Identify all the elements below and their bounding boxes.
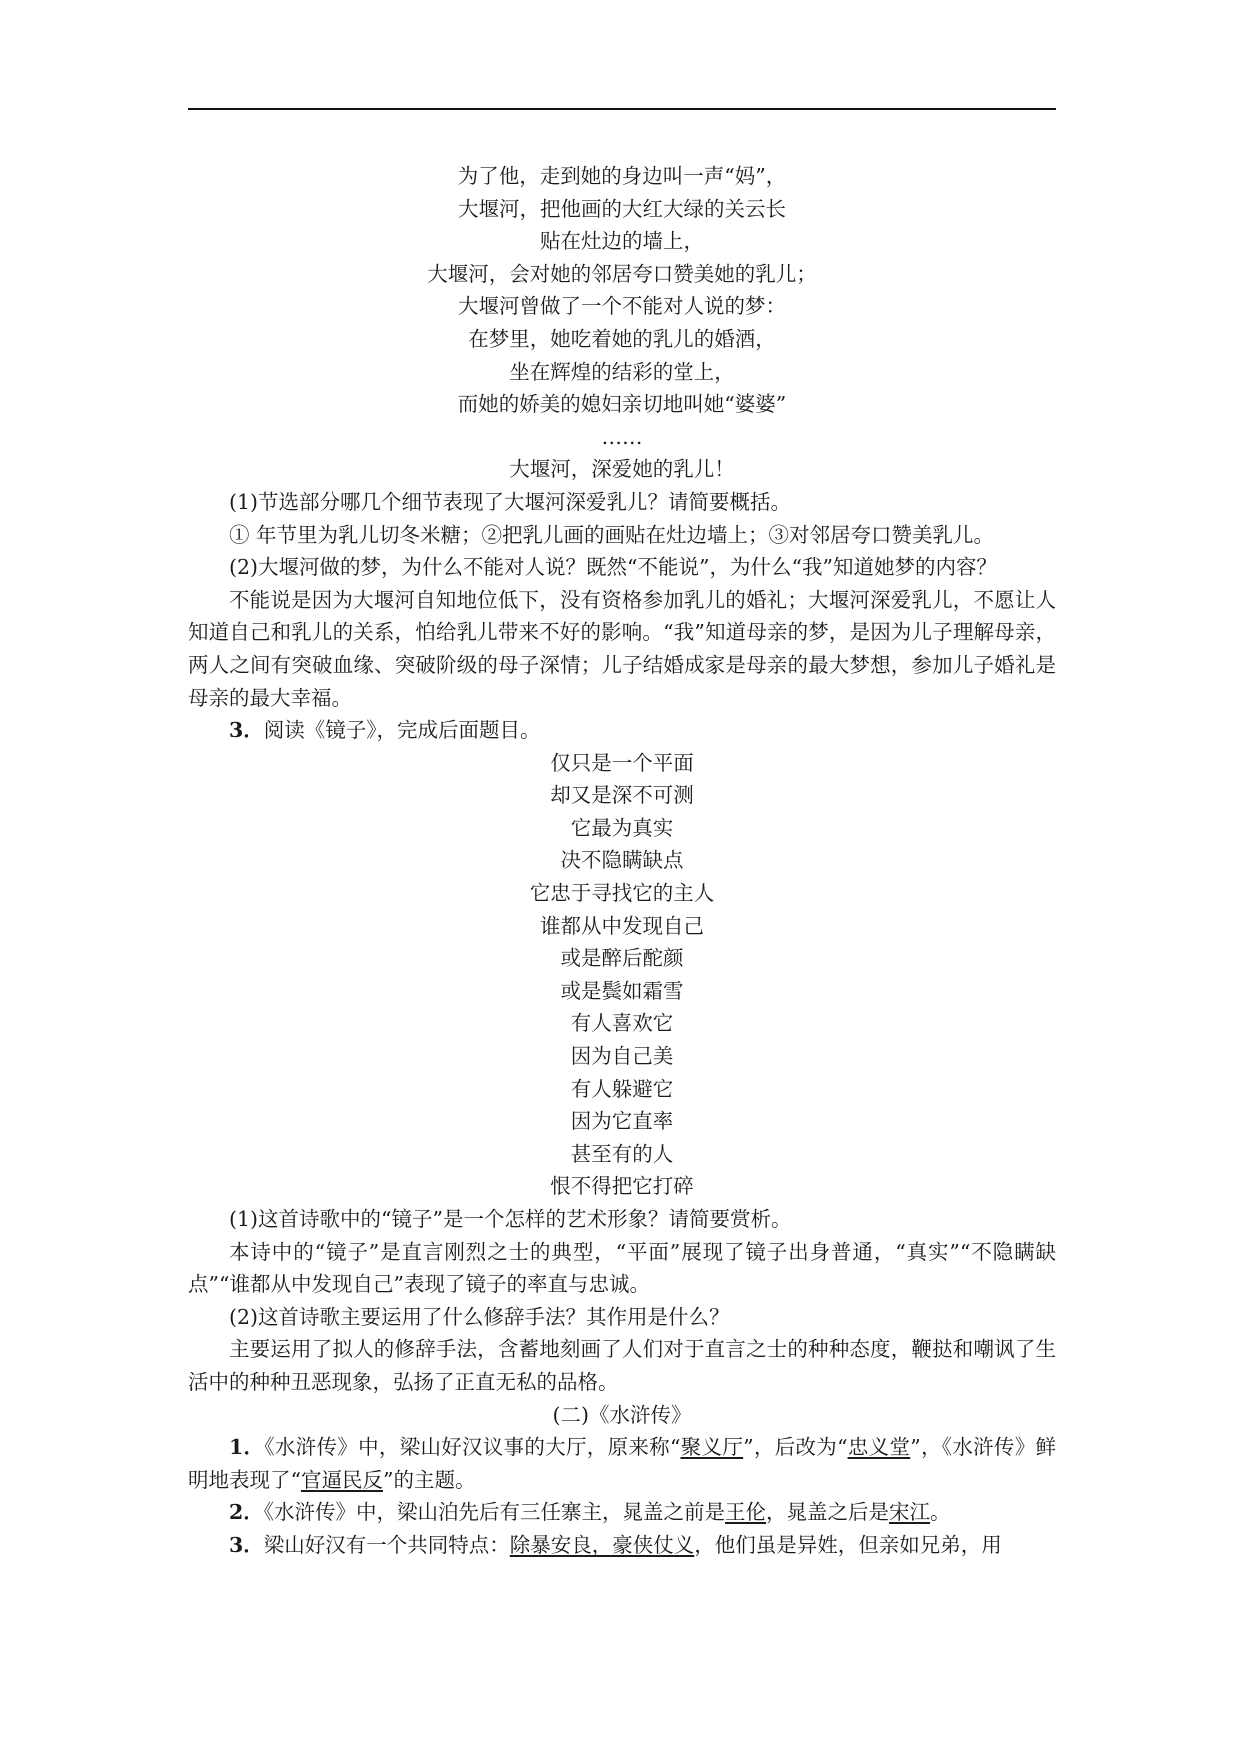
document-page: [188, 160, 1056, 1562]
answer-4: 主要运用了拟人的修辞手法，含蓄地刻画了人们对于直言之士的种种态度，鞭挞和嘲讽了生活中的种种丑恶现象，弘扬了正直无私的品格。: [188, 1337, 1056, 1394]
poem-line: 大堰河，会对她的邻居夸口赞美她的乳儿；: [427, 261, 817, 286]
item-text: ，他们虽是异姓，但亲如兄弟，用: [694, 1532, 1002, 1557]
answer-1: ① 年节里为乳儿切冬米糖；②把乳儿画的画贴在灶边墙上；③对邻居夸口赞美乳儿。: [229, 522, 995, 547]
blank-answer: 王伦: [725, 1500, 767, 1525]
poem-line: 在梦里，她吃着她的乳儿的婚酒，: [468, 326, 776, 351]
blank-answer: 官逼民反: [300, 1467, 383, 1492]
item-number: 1．: [229, 1435, 265, 1460]
blank-answer: 忠义堂: [847, 1435, 911, 1460]
item-text: 梁山好汉有一个共同特点：: [263, 1532, 510, 1557]
poem-line: 因为自己美: [570, 1044, 674, 1069]
poem-line: 大堰河曾做了一个不能对人说的梦：: [458, 294, 786, 319]
poem-line: 或是醉后酡颜: [560, 946, 684, 971]
answer-3: 本诗中的“镜子”是直言刚烈之士的典型，“平面”展现了镜子出身普通，“真实”“不隐瞒缺点”“谁都从中发现自己”表现了镜子的率直与忠诚。: [188, 1239, 1056, 1297]
item-text: 阅读《镜子》，完成后面题目。: [263, 718, 541, 743]
item-text: 。: [930, 1500, 951, 1525]
answer-2: 不能说是因为大堰河自知地位低下，没有资格参加乳儿的婚礼；大堰河深爱乳儿，不愿让人知道自己和乳儿的关系，怕给乳儿带来不好的影响。“我”知道母亲的梦，是因为儿子理解母亲，两人之间有突破血缘、突破阶级的母子深情；儿子结婚成家是母亲的最大梦想，参加儿子婚礼是母亲的最大幸福。: [188, 587, 1056, 710]
item-text: ”的主题。: [382, 1467, 476, 1492]
item-text: ”，后改为“: [743, 1435, 848, 1460]
poem-line: 决不隐瞒缺点: [560, 848, 684, 873]
question-3: (1)这首诗歌中的“镜子”是一个怎样的艺术形象？请简要赏析。: [229, 1207, 792, 1231]
question-2: (2)大堰河做的梦，为什么不能对人说？既然“不能说”，为什么“我”知道她梦的内容？: [229, 555, 997, 580]
question-4: (2)这首诗歌主要运用了什么修辞手法？其作用是什么？: [229, 1304, 730, 1329]
header-rule: [188, 108, 1056, 110]
section-heading: (二)《水浒传》: [552, 1402, 692, 1427]
poem-line: 却又是深不可测: [550, 783, 694, 808]
blank-answer: 除暴安良，豪侠仗义: [509, 1532, 695, 1557]
poem-mirror: [188, 747, 1056, 1203]
poem-line: 而她的娇美的媳妇亲切地叫她“婆婆”: [457, 392, 787, 417]
poem-ellipsis: ……: [601, 424, 643, 449]
shuihu-item-2: [188, 1496, 1056, 1529]
poem-line: 贴在灶边的墙上，: [540, 229, 704, 254]
item-text: 《水浒传》中，梁山好汉议事的大厅，原来称“: [264, 1435, 681, 1460]
item-number: 3．: [229, 718, 264, 743]
poem-line: 仅只是一个平面: [550, 750, 694, 775]
item-3: [188, 714, 1056, 747]
poem-line: 恨不得把它打碎: [550, 1174, 694, 1199]
poem-line: 甚至有的人: [570, 1141, 674, 1166]
poem-line: 大堰河，把他画的大红大绿的关云长: [458, 196, 786, 221]
shuihu-item-3: [188, 1529, 1056, 1562]
item-text: 《水浒传》中，梁山泊先后有三任寨主，晁盖之前是: [263, 1500, 726, 1525]
poem-line: 它最为真实: [570, 815, 674, 840]
poem-line: 坐在辉煌的结彩的堂上，: [509, 359, 735, 384]
poem-line: 它忠于寻找它的主人: [529, 881, 715, 906]
poem-line: 有人喜欢它: [570, 1011, 674, 1036]
poem-line: 谁都从中发现自己: [540, 913, 704, 938]
poem-line: 有人躲避它: [570, 1076, 674, 1101]
item-text: ，晁盖之后是: [766, 1500, 890, 1525]
shuihu-item-1: [188, 1431, 1056, 1496]
poem-line: 为了他，走到她的身边叫一声“妈”，: [457, 164, 787, 188]
item-number: 3．: [229, 1532, 264, 1557]
poem-dayanhe: [188, 160, 1056, 486]
blank-answer: 宋江: [889, 1500, 931, 1525]
question-1: (1)节选部分哪几个细节表现了大堰河深爱乳儿？请简要概括。: [229, 489, 792, 514]
poem-line: 因为它直率: [570, 1109, 674, 1134]
blank-answer: 聚义厅: [680, 1435, 744, 1460]
item-text: ”，《水浒传》鲜明地表现了“: [188, 1435, 1057, 1492]
poem-line: 或是鬓如霜雪: [560, 978, 684, 1003]
poem-line: 大堰河，深爱她的乳儿！: [509, 457, 735, 482]
item-number: 2．: [229, 1500, 264, 1525]
